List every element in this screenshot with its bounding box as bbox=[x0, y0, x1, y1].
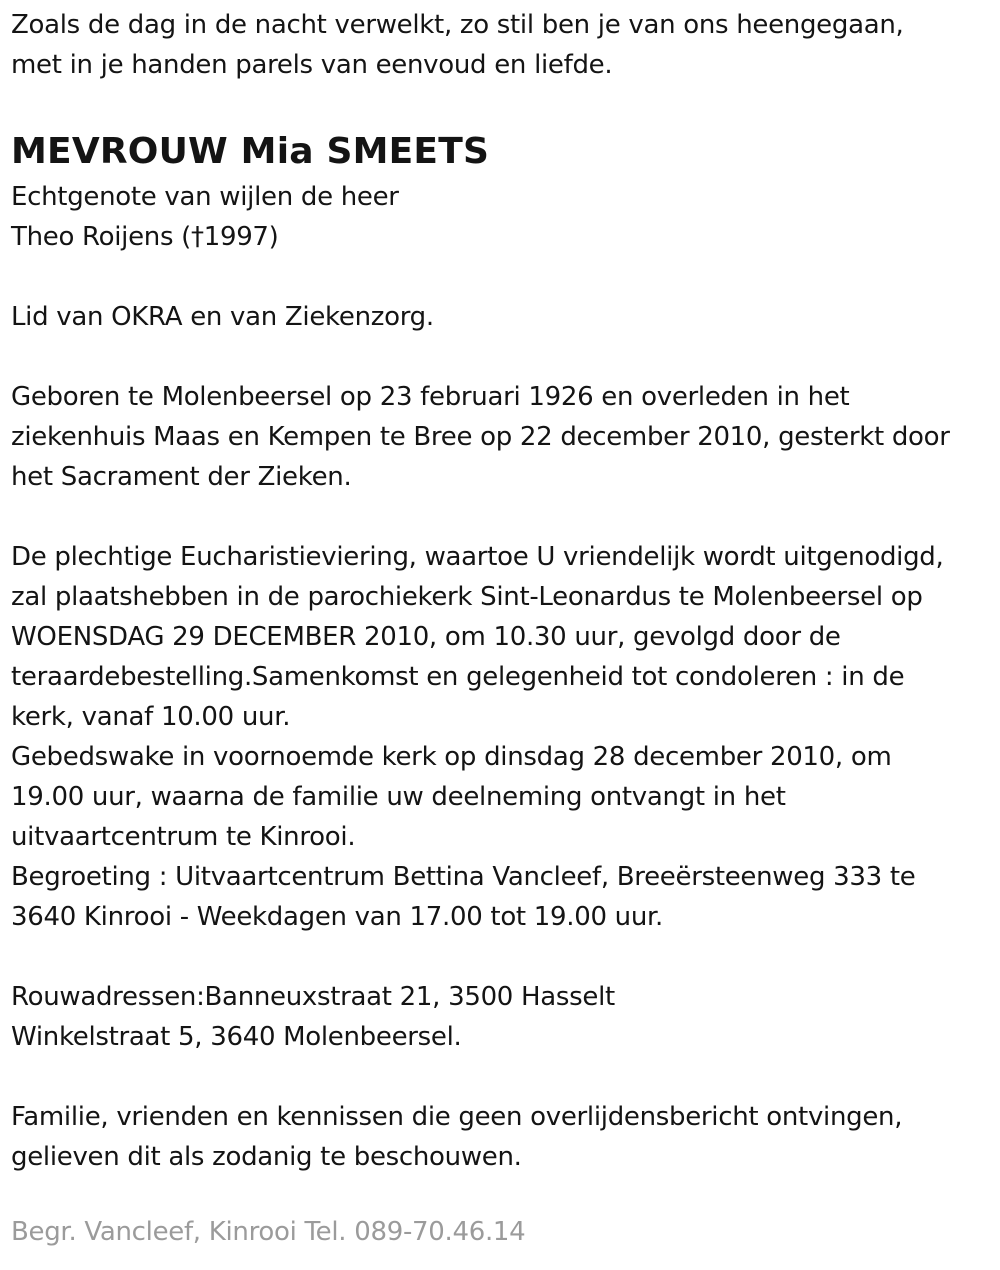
paragraph-line: kerk, vanaf 10.00 uur. bbox=[11, 702, 291, 732]
spouse-info bbox=[11, 177, 990, 257]
paragraph-line: De plechtige Eucharistieviering, waartoe U vriendelijk wordt uitgenodigd, bbox=[11, 542, 944, 572]
mourning-addresses bbox=[11, 977, 990, 1057]
address-line: Winkelstraat 5, 3640 Molenbeersel. bbox=[11, 1022, 462, 1052]
poem-line: met in je handen parels van eenvoud en liefde. bbox=[11, 50, 613, 80]
address-line: Rouwadressen:Banneuxstraat 21, 3500 Hasselt bbox=[11, 982, 615, 1012]
notice-paragraph bbox=[11, 1097, 990, 1177]
paragraph-line: gelieven dit als zodanig te beschouwen. bbox=[11, 1142, 522, 1172]
paragraph-line: zal plaatshebben in de parochiekerk Sint-Leonardus te Molenbeersel op bbox=[11, 582, 923, 612]
funeral-home-footer: Begr. Vancleef, Kinrooi Tel. 089-70.46.14 bbox=[11, 1217, 526, 1247]
ceremony-paragraph bbox=[11, 537, 990, 937]
poem bbox=[11, 5, 990, 85]
paragraph-line: teraardebestelling.Samenkomst en gelegenheid tot condoleren : in de bbox=[11, 662, 905, 692]
paragraph-line: uitvaartcentrum te Kinrooi. bbox=[11, 822, 356, 852]
paragraph-line: 3640 Kinrooi - Weekdagen van 17.00 tot 19.00 uur. bbox=[11, 902, 664, 932]
paragraph-line: WOENSDAG 29 DECEMBER 2010, om 10.30 uur, gevolgd door de bbox=[11, 622, 841, 652]
deceased-name: MEVROUW Mia SMEETS bbox=[11, 131, 490, 172]
poem-line: Zoals de dag in de nacht verwelkt, zo stil ben je van ons heengegaan, bbox=[11, 10, 904, 40]
paragraph-line: het Sacrament der Zieken. bbox=[11, 462, 352, 492]
paragraph-line: 19.00 uur, waarna de familie uw deelneming ontvangt in het bbox=[11, 782, 786, 812]
spouse-line: Echtgenote van wijlen de heer bbox=[11, 182, 399, 212]
paragraph-line: Gebedswake in voornoemde kerk op dinsdag 28 december 2010, om bbox=[11, 742, 892, 772]
birth-death-paragraph bbox=[11, 377, 990, 497]
paragraph-line: Familie, vrienden en kennissen die geen overlijdensbericht ontvingen, bbox=[11, 1102, 903, 1132]
paragraph-line: ziekenhuis Maas en Kempen te Bree op 22 december 2010, gesterkt door bbox=[11, 422, 950, 452]
paragraph-line: Begroeting : Uitvaartcentrum Bettina Vancleef, Breeërsteenweg 333 te bbox=[11, 862, 916, 892]
spouse-line: Theo Roijens (†1997) bbox=[11, 222, 279, 252]
paragraph-line: Geboren te Molenbeersel op 23 februari 1926 en overleden in het bbox=[11, 382, 850, 412]
membership-text: Lid van OKRA en van Ziekenzorg. bbox=[11, 302, 434, 332]
